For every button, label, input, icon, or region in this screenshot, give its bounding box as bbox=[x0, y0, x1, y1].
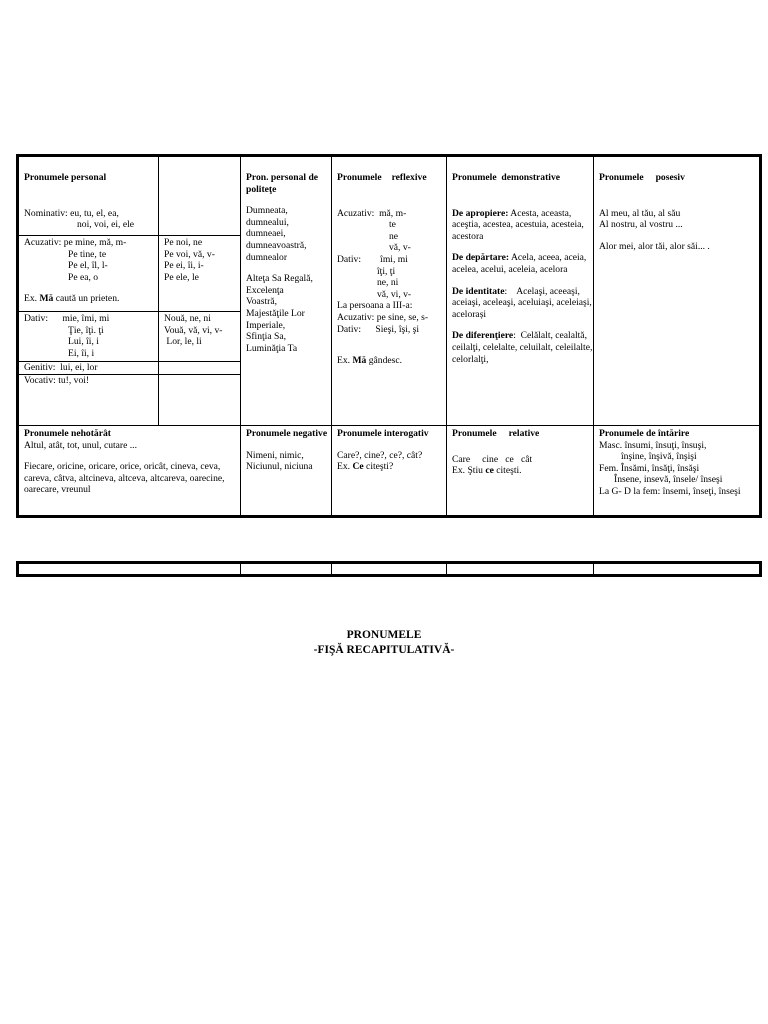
posesiv-line: Alor mei, alor tăi, alor săi... . bbox=[599, 240, 710, 252]
politete-line: Majestăţile Lor bbox=[246, 307, 305, 319]
strip-divider bbox=[331, 564, 332, 574]
cell-interogativ bbox=[332, 426, 446, 515]
politete-line: Dumneata, bbox=[246, 205, 288, 217]
intarire-line: Însene, insevă, însele/ înseşi bbox=[614, 474, 723, 486]
demonstrative-diferentiere: De diferenţiere: Celălalt, cealaltă, ceilalţi, celelalte, celuilalt, celeilalte, celorlalţi, bbox=[452, 330, 595, 365]
dativ-plural-line: Nouă, ne, ni bbox=[164, 313, 211, 324]
cell-posesiv bbox=[594, 170, 759, 425]
heading-relative: Pronumele relative bbox=[452, 428, 540, 439]
vocativ-line: Vocativ: tu!, voi! bbox=[24, 375, 90, 386]
cell-personal-acuzativ bbox=[19, 235, 158, 311]
strip-border-bottom bbox=[16, 574, 762, 577]
negative-text: Nimeni, nimic, Niciunul, niciuna bbox=[246, 449, 313, 473]
politete-line: Excelenţa bbox=[246, 284, 284, 296]
cell-reflexive bbox=[332, 170, 446, 425]
relative-line: Care cine ce cât bbox=[452, 453, 533, 465]
reflexive-line: vă, v- bbox=[389, 242, 411, 254]
dativ-plural-line: Lor, le, li bbox=[164, 336, 202, 348]
cell-personal-vocativ bbox=[19, 374, 158, 414]
cell-personal-dativ-plural bbox=[159, 311, 240, 361]
heading-interogativ: Pronumele interogativ bbox=[337, 428, 429, 439]
cell-nehotarat bbox=[19, 426, 240, 515]
heading-nehotarat: Pronumele nehotărât bbox=[24, 428, 111, 439]
acuzativ-line: Pe el, îl, l- bbox=[68, 260, 108, 272]
cell-personal-dativ bbox=[19, 311, 158, 361]
acuzativ-plural-line: Pe noi, ne bbox=[164, 237, 203, 248]
strip-divider bbox=[593, 564, 594, 574]
reflexive-line: ne, ni bbox=[377, 277, 399, 289]
cell-personal-genitiv bbox=[19, 361, 158, 374]
reflexive-line: Dativ: îmi, mi bbox=[337, 253, 408, 265]
acuzativ-line: Pe ea, o bbox=[68, 271, 99, 283]
strip-border-top bbox=[16, 561, 762, 564]
strip-divider bbox=[240, 564, 241, 574]
reflexive-line: vă, vi, v- bbox=[377, 288, 412, 300]
politete-list-2 bbox=[246, 273, 331, 354]
table-border-bottom bbox=[16, 515, 762, 518]
intarire-line: La G- D la fem: însemi, înseţi, înseşi bbox=[599, 485, 741, 497]
politete-line: dumnealui, bbox=[246, 216, 289, 228]
reflexive-line: Dativ: Sieşi, îşi, şi bbox=[337, 323, 420, 335]
demonstrative-identitate: De identitate: Acelaşi, aceeaşi, aceiaşi, aceleaşi, aceluiaşi, aceleiaşi, acelorași bbox=[452, 285, 595, 320]
posesiv-line: Al meu, al tău, al său bbox=[599, 207, 681, 219]
heading-personal: Pronumele personal bbox=[24, 172, 107, 183]
heading-politete: Pron. personal de politeţe bbox=[246, 172, 319, 195]
strip-border-left bbox=[16, 561, 19, 577]
cell-personal-nominativ bbox=[19, 170, 158, 234]
interogativ-example: Ex. Ce citeşti? bbox=[337, 461, 394, 473]
strip-border-right bbox=[759, 561, 762, 577]
acuzativ-plural-line: Pe ele, le bbox=[164, 271, 199, 283]
relative-example: Ex. Ştiu ce citeşti. bbox=[452, 465, 522, 477]
cell-personal-acuzativ-plural bbox=[159, 235, 240, 311]
politete-line: Alteţa Sa Regală, bbox=[246, 273, 313, 285]
dativ-line: Lui, îi, i bbox=[68, 336, 99, 348]
reflexive-line: La persoana a III-a: bbox=[337, 300, 413, 312]
heading-intarire: Pronumele de întărire bbox=[599, 428, 690, 439]
reflexive-line: ne bbox=[389, 230, 399, 242]
politete-line: Sfinţia Sa, bbox=[246, 331, 286, 343]
acuzativ-example: Ex. Mă caută un prieten. bbox=[24, 293, 120, 305]
heading-demonstrative: Pronumele demonstrative bbox=[452, 172, 560, 183]
demonstrative-apropiere: De apropiere: Acesta, aceasta, aceştia, acestea, acestuia, acesteia, acestora bbox=[452, 207, 584, 242]
reflexive-line: Acuzativ: pe sine, se, s- bbox=[337, 311, 429, 323]
reflexive-line: te bbox=[389, 219, 396, 231]
politete-line: Imperiale, bbox=[246, 319, 286, 331]
demonstrative-departare: De depărtare: Acela, aceea, aceia, acelea, acelui, aceleia, acelora bbox=[452, 252, 587, 275]
intarire-line: înşine, înşivă, înşişi bbox=[621, 451, 697, 463]
heading-posesiv: Pronumele posesiv bbox=[599, 172, 685, 183]
nominativ-line: Nominativ: eu, tu, el, ea, bbox=[24, 207, 119, 219]
politete-line: Voastră, bbox=[246, 296, 277, 308]
nehotarat-line: Fiecare, oricine, oricare, orice, oricât, cineva, ceva, careva, câtva, altcineva, altceva, altcareva, oarecine, oarecare, vreunul bbox=[24, 461, 225, 496]
cell-intarire bbox=[594, 426, 759, 515]
reflexive-line: îţi, ţi bbox=[377, 265, 396, 277]
page-subtitle: -FIŞĂ RECAPITULATIVĂ- bbox=[313, 644, 455, 656]
heading-negative: Pronumele negative bbox=[246, 428, 328, 439]
genitiv-line: Genitiv: lui, ei, lor bbox=[24, 362, 98, 373]
cell-politete bbox=[241, 170, 331, 425]
posesiv-line: Al nostru, al vostru ... bbox=[599, 219, 683, 231]
acuzativ-line: Pe tine, te bbox=[68, 248, 107, 260]
dativ-line: Ei, îi, i bbox=[68, 347, 95, 359]
reflexive-line: Acuzativ: mă, m- bbox=[337, 207, 407, 219]
nehotarat-line: Altul, atât, tot, unul, cutare ... bbox=[24, 439, 137, 451]
reflexive-example: Ex. Mă gândesc. bbox=[337, 355, 403, 367]
dativ-line: Dativ: mie, îmi, mi bbox=[24, 313, 110, 324]
cell-demonstrative bbox=[447, 170, 593, 425]
strip-divider bbox=[446, 564, 447, 574]
acuzativ-plural-line: Pe voi, vă, v- bbox=[164, 248, 215, 260]
politete-line: dumnealor bbox=[246, 251, 288, 263]
interogativ-line: Care?, cine?, ce?, cât? bbox=[337, 449, 423, 461]
cell-relative bbox=[447, 426, 593, 515]
cell-negative bbox=[241, 426, 331, 515]
intarire-line: Fem. Însămi, însăţi, însăşi bbox=[599, 462, 700, 474]
heading-reflexive: Pronumele reflexive bbox=[337, 172, 427, 183]
dativ-line: Ţie, îţi. ţi bbox=[68, 324, 104, 336]
politete-line: Luminăţia Ta bbox=[246, 342, 298, 354]
acuzativ-plural-line: Pe ei, îi, i- bbox=[164, 260, 204, 272]
table-border-top bbox=[16, 154, 762, 157]
acuzativ-line: Acuzativ: pe mine, mă, m- bbox=[24, 237, 127, 248]
page-title: PRONUMELE bbox=[346, 629, 422, 641]
nominativ-line: noi, voi, ei, ele bbox=[77, 219, 135, 231]
intarire-line: Masc. însumi, însuţi, însuşi, bbox=[599, 439, 707, 451]
politete-list-1 bbox=[246, 205, 331, 263]
politete-line: dumneaei, bbox=[246, 228, 286, 240]
table-border-right bbox=[759, 154, 762, 518]
politete-line: dumneavoastră, bbox=[246, 239, 307, 251]
dativ-plural-line: Vouă, vă, vi, v- bbox=[164, 324, 223, 336]
